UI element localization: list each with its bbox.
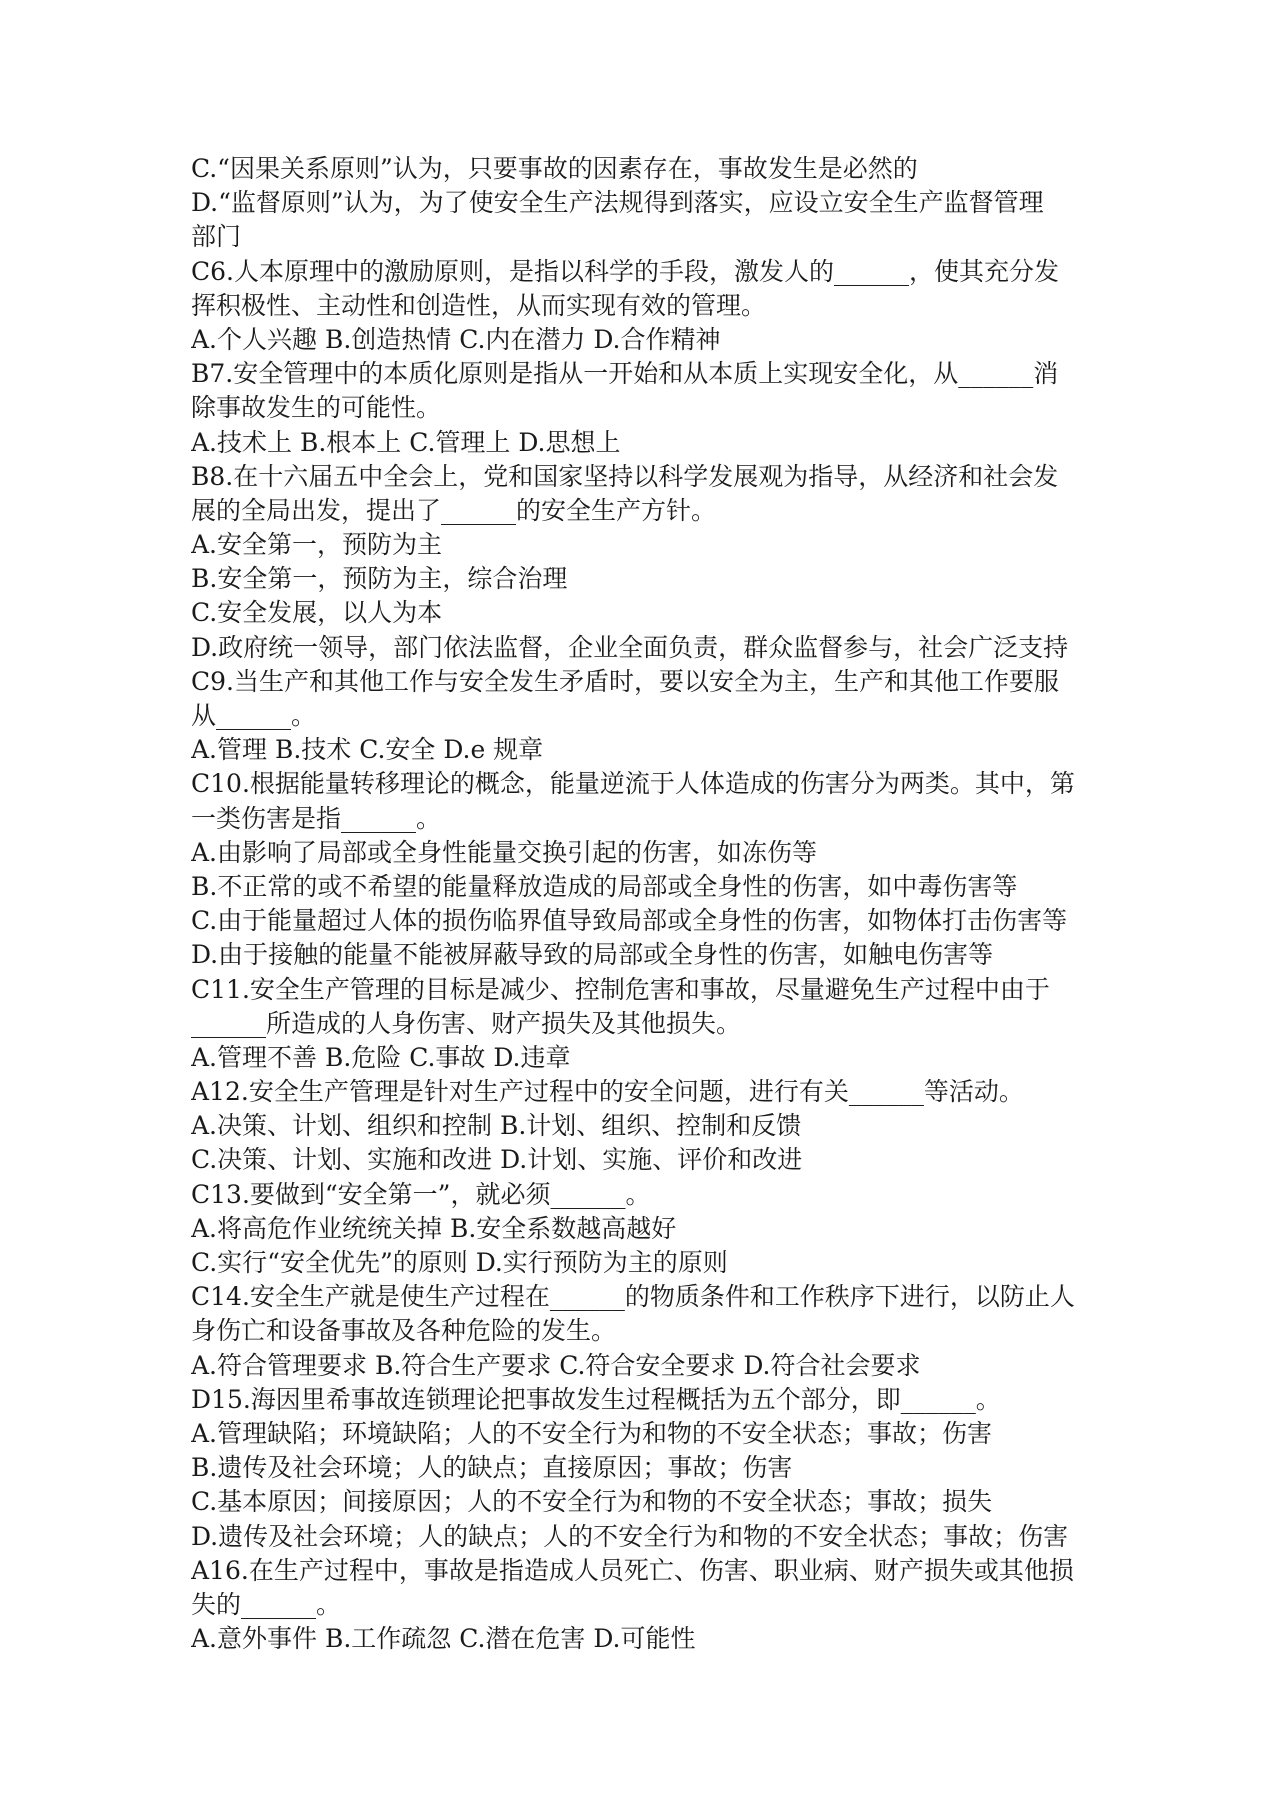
text-line: C6.人本原理中的激励原则，是指以科学的手段，激发人的______，使其充分发 — [191, 256, 1059, 286]
text-line: D15.海因里希事故连锁理论把事故发生过程概括为五个部分，即______。 — [191, 1384, 1001, 1414]
text-line: B.遗传及社会环境；人的缺点；直接原因；事故；伤害 — [191, 1453, 793, 1483]
text-line: 展的全局出发，提出了______的安全生产方针。 — [191, 495, 717, 525]
text-line: A.管理 B.技术 C.安全 D.e 规章 — [191, 735, 544, 765]
text-line: C.决策、计划、实施和改进 D.计划、实施、评价和改进 — [191, 1145, 803, 1175]
text-line: 失的______。 — [191, 1589, 342, 1619]
text-line: C11.安全生产管理的目标是减少、控制危害和事故，尽量避免生产过程中由于 — [191, 974, 1050, 1004]
text-line: 身伤亡和设备事故及各种危险的发生。 — [191, 1316, 617, 1346]
text-line: C.由于能量超过人体的损伤临界值导致局部或全身性的伤害，如物体打击伤害等 — [191, 906, 1068, 936]
text-line: A.个人兴趣 B.创造热情 C.内在潜力 D.合作精神 — [191, 324, 721, 354]
text-line: 部门 — [191, 222, 242, 252]
text-line: A.管理不善 B.危险 C.事故 D.违章 — [191, 1042, 571, 1072]
text-line: A.决策、计划、组织和控制 B.计划、组织、控制和反馈 — [191, 1111, 802, 1141]
text-line: C.基本原因；间接原因；人的不安全行为和物的不安全状态；事故；损失 — [191, 1487, 993, 1517]
text-line: D.遗传及社会环境；人的缺点；人的不安全行为和物的不安全状态；事故；伤害 — [191, 1521, 1069, 1551]
text-line: D.由于接触的能量不能被屏蔽导致的局部或全身性的伤害，如触电伤害等 — [191, 940, 994, 970]
text-line: ______所造成的人身伤害、财产损失及其他损失。 — [191, 1008, 742, 1038]
text-line: 一类伤害是指______。 — [191, 803, 442, 833]
text-line: C13.要做到“安全第一”，就必须______。 — [191, 1179, 651, 1209]
text-line: A.技术上 B.根本上 C.管理上 D.思想上 — [191, 427, 621, 457]
text-line: B7.安全管理中的本质化原则是指从一开始和从本质上实现安全化，从______消 — [191, 359, 1059, 389]
text-line: B8.在十六届五中全会上，党和国家坚持以科学发展观为指导，从经济和社会发 — [191, 461, 1059, 491]
text-line: C14.安全生产就是使生产过程在______的物质条件和工作秩序下进行，以防止人 — [191, 1282, 1075, 1312]
text-line: 挥积极性、主动性和创造性，从而实现有效的管理。 — [191, 290, 767, 320]
text-line: D.“监督原则”认为，为了使安全生产法规得到落实，应设立安全生产监督管理 — [191, 188, 1044, 218]
text-line: C.实行“安全优先”的原则 D.实行预防为主的原则 — [191, 1248, 728, 1277]
text-line: C10.根据能量转移理论的概念，能量逆流于人体造成的伤害分为两类。其中，第 — [191, 769, 1075, 799]
text-line: A.由影响了局部或全身性能量交换引起的伤害，如冻伤等 — [191, 837, 818, 867]
text-line: A.符合管理要求 B.符合生产要求 C.符合安全要求 D.符合社会要求 — [191, 1350, 921, 1380]
text-line: D.政府统一领导，部门依法监督，企业全面负责，群众监督参与，社会广泛支持 — [191, 632, 1069, 662]
text-line: B.不正常的或不希望的能量释放造成的局部或全身性的伤害，如中毒伤害等 — [191, 871, 1018, 901]
text-line: A16.在生产过程中，事故是指造成人员死亡、伤害、职业病、财产损失或其他损 — [191, 1555, 1074, 1585]
text-line: A12.安全生产管理是针对生产过程中的安全问题，进行有关______等活动。 — [191, 1077, 1024, 1107]
text-line: A.安全第一，预防为主 — [191, 530, 443, 560]
text-line: 除事故发生的可能性。 — [191, 393, 442, 423]
document-page — [191, 152, 1101, 1656]
text-line: C.安全发展，以人为本 — [191, 598, 443, 628]
text-line: B.安全第一，预防为主，综合治理 — [191, 564, 568, 594]
text-line: A.管理缺陷；环境缺陷；人的不安全行为和物的不安全状态；事故；伤害 — [191, 1418, 993, 1448]
text-line: A.将高危作业统统关掉 B.安全系数越高越好 — [191, 1213, 677, 1243]
text-line: 从______。 — [191, 701, 317, 730]
text-line: C.“因果关系原则”认为，只要事故的因素存在，事故发生是必然的 — [191, 154, 918, 183]
text-line: C9.当生产和其他工作与安全发生矛盾时，要以安全为主，生产和其他工作要服 — [191, 666, 1059, 696]
text-line: A.意外事件 B.工作疏忽 C.潜在危害 D.可能性 — [191, 1624, 696, 1654]
